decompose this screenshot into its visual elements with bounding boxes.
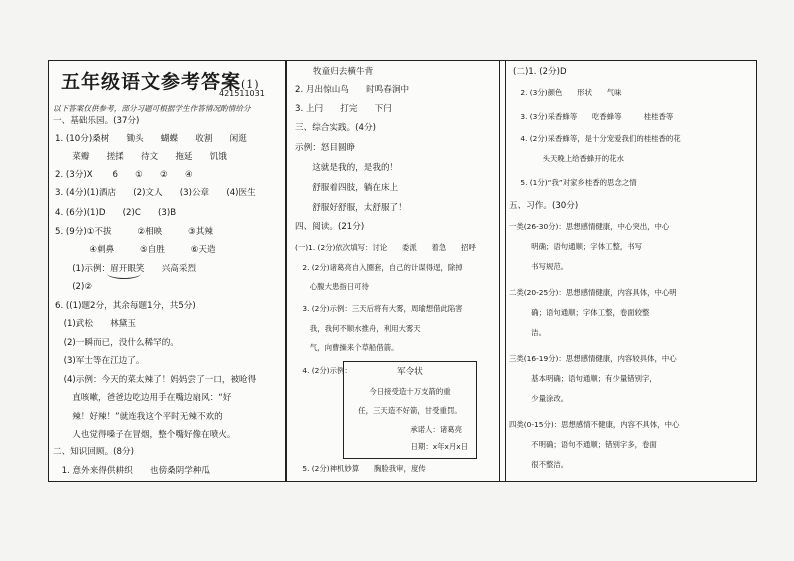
grading-line: 少量涂改。 (509, 394, 569, 403)
answer-line: (4)示例：今天的菜太辣了！妈妈尝了一口，被呛得 (55, 375, 257, 385)
answer-line: 示例：怒目圆睁 (295, 143, 356, 153)
answer-line: ④刺鼻 ⑤自胜 ⑥天造 (55, 245, 216, 255)
section-heading: 五、习作。(30分) (509, 201, 579, 211)
answer-line: (二)1. (2分)D (513, 67, 567, 77)
grading-line: 二类(20-25分)：思想感情健康，内容具体，中心明 (509, 288, 677, 297)
grading-line: 基本明确；语句通顺；有少量错别字， (509, 374, 657, 383)
grading-line: 三类(16-19分)：思想感情健康，内容较具体，中心 (509, 354, 677, 363)
answer-line: 心腹大患指日可待 (295, 282, 369, 291)
answer-line: (3)军士等在江边了。 (55, 356, 145, 366)
answer-line: 1. 意外来得供耕织 也傍桑阴学种瓜 (53, 466, 211, 476)
answer-line: 4. (2分)采香蜂等，是十分宠爱我们的桂桂香的花 (513, 134, 681, 143)
answer-line: 2. 月出惊山鸟 时鸣春涧中 (295, 85, 410, 95)
answer-sheet (48, 60, 757, 482)
answer-line: 4. (6分)(1)D (2)C (3)B (55, 208, 177, 218)
answer-line: 5. (9分)①不拔 ②相映 ③其辣 (55, 227, 213, 237)
answer-line: 舒服好舒服，太舒服了！ (295, 203, 407, 213)
answer-line: 3. (2分)示例：三天后将有大雾，周瑜想借此陷害 (295, 304, 463, 313)
page-title: 五年级语文参考答案(1) (61, 71, 260, 93)
answer-line: 2. (3分)X 6 ① ② ④ (55, 170, 193, 180)
answer-line: 辣！好辣！”就连我这个平时无辣不欢的 (55, 412, 223, 422)
grading-line: 不明确；语句不通顺；错别字多，卷面 (509, 440, 657, 449)
doc-code: 421511031 (219, 89, 265, 98)
answer-line: 直咳嗽，爸爸边吃边用手在嘴边扇风：“好 (55, 393, 232, 403)
section-heading: 四、阅读。(21分) (295, 222, 365, 232)
military-order-box (343, 361, 477, 459)
answer-line: 舒服着四肢，躺在床上 (295, 183, 399, 193)
section-heading: 一、基础乐园。(37分) (53, 116, 140, 126)
answer-line: 2. (2分)诸葛亮自入圈套，自己的计谋得逞，除掉 (295, 263, 463, 272)
answer-line: 4. (2分)示例： (295, 366, 352, 375)
answer-line: (2)② (55, 282, 93, 292)
grading-line: 四类(0-15分)：思想感情不健康，内容不具体，中心 (509, 420, 680, 429)
header-note: 以下答案仅供参考，部分习题可根据学生作答情况酌情给分 (53, 104, 251, 113)
answer-line: 5. (2分)神机妙算 胸脸我审，度传 (295, 464, 426, 473)
section-heading: 三、综合实践。(4分) (295, 123, 376, 133)
title-suffix: (1) (241, 78, 260, 91)
answer-line: 1. (10分)桑树 锄头 蝴蝶 收割 闲逛 (55, 134, 247, 144)
column-right (507, 61, 756, 481)
grading-line: 洁。 (509, 328, 546, 337)
order-line: 今日接受造十万支箭的重 (369, 387, 451, 396)
answer-line: (一)1. (2分)依次填写：讨论 委派 着急 招呼 (295, 243, 476, 252)
answer-line: 3. 上闩 打完 下闩 (295, 104, 392, 114)
answer-line: 头天晚上给香蜂开的花水 (513, 154, 624, 163)
answer-line: 人也觉得嗓子在冒烟，整个嘴好像在喷火。 (55, 430, 236, 440)
answer-line: 牧童归去横牛背 (313, 67, 374, 77)
column-divider (501, 61, 506, 481)
grading-line: 确；语句通顺；字体工整，卷面较整 (509, 308, 650, 317)
order-signer: 承诺人：诸葛亮 (410, 425, 462, 434)
order-date: 日期：x年x月x日 (410, 442, 468, 451)
section-heading: 二、知识回顾。(8分) (53, 447, 134, 457)
order-title: 军令状 (397, 367, 423, 377)
answer-line: 这就是我的，是我的！ (295, 163, 399, 173)
answer-line: 5. (1分)“我”对家乡桂香的思念之情 (513, 178, 637, 187)
column-middle (291, 61, 500, 481)
column-left (49, 61, 287, 481)
answer-line: 6. ((1)题2分，其余每题1分，共5分) (55, 301, 196, 311)
grading-line: 一类(26-30分)：思想感情健康，中心突出，中心 (509, 222, 670, 231)
answer-line: 2. (3分)颜色 形状 气味 (513, 88, 622, 97)
grading-line: 很不整洁。 (509, 460, 569, 469)
answer-line: 3. (4分)(1)酒店 (2)文人 (3)公章 (4)医生 (55, 188, 256, 198)
answer-line: 菜瓣 搓揉 待文 拖延 饥饿 (55, 152, 227, 162)
grading-line: 明确；语句通顺；字体工整，书写 (509, 242, 643, 251)
grading-line: 书写规范。 (509, 262, 569, 271)
answer-line: (1)示例：眉开眼笑 兴高采烈 (55, 264, 197, 274)
answer-line: 我，我何不顺水推舟，利用大雾天 (295, 324, 421, 333)
answer-line: 气，向曹操来个草船借箭。 (295, 343, 399, 352)
order-line: 任，三天造不好箭，甘受重罚。 (358, 406, 462, 415)
answer-line: (1)武松 林黛玉 (55, 319, 136, 329)
answer-line: 3. (3分)采香蜂等 吃香蜂等 桂桂香等 (513, 112, 674, 121)
answer-line: (2)一瞬而已，没什么稀罕的。 (55, 338, 179, 348)
